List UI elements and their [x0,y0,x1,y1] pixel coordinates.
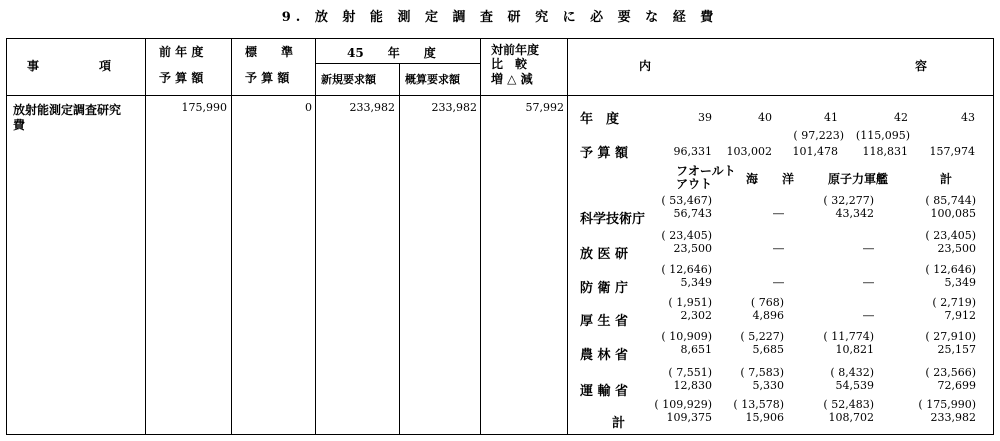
header-item: 事 項 [27,59,112,73]
header-estimate-request: 概算要求額 [405,73,460,86]
current-value: 5,349 [680,276,712,289]
divider [315,39,316,434]
year-43: 43 [961,111,975,124]
prior-year-paren-value: ( 12,646) [925,263,976,276]
header-compare: 比 較 [491,57,528,71]
current-value: 5,330 [752,379,784,392]
agency-label: 農 林 省 [580,348,629,363]
current-value: 23,500 [673,242,712,255]
budget-40: 103,002 [726,145,772,158]
current-value: 2,302 [680,309,712,322]
header-prev-budget: 予 算 額 [159,71,204,85]
detail-fy-label: 年 度 [580,112,620,127]
colhead-nuclear-warship: 原子力軍艦 [828,172,889,186]
colhead-fallout-1: フオールト [676,164,736,178]
prior-year-paren-value: ( 12,646) [661,263,712,276]
agency-label: 科学技術庁 [580,212,646,227]
current-value: 43,342 [835,207,874,220]
current-value: ― [773,242,784,255]
header-rule [315,63,480,64]
colhead-total: 計 [940,172,953,186]
current-value: 23,500 [937,242,976,255]
year-39: 39 [698,111,712,124]
prior-year-paren-value: ( 1,951) [668,296,712,309]
agency-label: 運 輸 省 [580,384,629,399]
vs-prev-value: 57,992 [525,101,564,114]
header-prev-year: 前 年 度 [159,45,204,59]
divider [480,39,481,434]
agency-label: 放 医 研 [580,247,629,262]
divider [231,39,232,434]
header-contents-right: 容 [915,59,928,73]
agency-label: 計 [612,416,626,431]
prior-year-paren-value: ( 2,719) [932,296,976,309]
current-value: ― [863,276,874,289]
prior-year-paren-value: ( 5,227) [740,330,784,343]
budget-paren-42: (115,095) [855,129,910,142]
header-fy45: 45 年 度 [347,46,436,60]
current-value: 108,702 [828,411,874,424]
budget-paren-41: ( 97,223) [793,129,844,142]
prior-year-paren-value: ( 23,566) [925,366,976,379]
current-value: 7,912 [944,309,976,322]
header-standard-budget: 予 算 額 [245,71,290,85]
divider [145,39,146,434]
estimate-request-value: 233,982 [431,101,477,114]
prior-year-paren-value: ( 52,483) [823,398,874,411]
budget-41: 101,478 [792,145,838,158]
standard-budget-value: 0 [305,101,312,114]
current-value: ― [863,242,874,255]
current-value: 54,539 [835,379,874,392]
budget-43: 157,974 [929,145,975,158]
year-42: 42 [894,111,908,124]
prior-year-paren-value: ( 23,405) [925,229,976,242]
current-value: 25,157 [937,343,976,356]
agency-label: 防 衛 庁 [580,281,629,296]
current-value: 10,821 [835,343,874,356]
current-value: ― [773,276,784,289]
budget-42: 118,831 [862,145,908,158]
current-value: 5,685 [752,343,784,356]
agency-label: 厚 生 省 [580,314,629,329]
divider [399,63,400,434]
item-name-cont: 費 [13,118,26,132]
prior-year-paren-value: ( 23,405) [661,229,712,242]
prior-year-paren-value: ( 53,467) [661,194,712,207]
prior-year-paren-value: ( 7,583) [740,366,784,379]
divider [567,39,568,434]
current-value: 8,651 [680,343,712,356]
prior-year-paren-value: ( 13,578) [733,398,784,411]
prior-year-paren-value: ( 109,929) [654,398,712,411]
prior-year-paren-value: ( 8,432) [830,366,874,379]
current-value: 12,830 [673,379,712,392]
prior-year-paren-value: ( 175,990) [918,398,976,411]
current-value: 56,743 [673,207,712,220]
prior-year-paren-value: ( 768) [750,296,784,309]
prev-budget-value: 175,990 [181,101,227,114]
current-value: 109,375 [666,411,712,424]
prior-year-paren-value: ( 27,910) [925,330,976,343]
header-new-request: 新規要求額 [321,73,376,86]
current-value: ― [773,207,784,220]
prior-year-paren-value: ( 32,277) [823,194,874,207]
page-title: 9. 放 射 能 測 定 調 査 研 究 に 必 要 な 経 費 [281,10,719,25]
current-value: ― [863,309,874,322]
new-request-value: 233,982 [349,101,395,114]
prior-year-paren-value: ( 11,774) [823,330,874,343]
header-standard: 標 準 [245,45,294,59]
current-value: 233,982 [930,411,976,424]
header-vs-prev: 対前年度 [491,43,540,57]
detail-budget-label: 予 算 額 [580,146,629,161]
header-contents-left: 内 [639,59,652,73]
colhead-fallout-2: アウト [676,177,713,191]
prior-year-paren-value: ( 85,744) [925,194,976,207]
year-41: 41 [824,111,838,124]
header-rule [7,95,993,96]
year-40: 40 [758,111,772,124]
header-increase-decrease: 増 △ 減 [491,72,533,86]
prior-year-paren-value: ( 10,909) [661,330,712,343]
colhead-ocean: 海 洋 [746,172,795,186]
budget-39: 96,331 [673,145,712,158]
item-name: 放射能測定調査研究 [13,103,122,117]
current-value: 5,349 [944,276,976,289]
prior-year-paren-value: ( 7,551) [668,366,712,379]
current-value: 72,699 [937,379,976,392]
current-value: 15,906 [745,411,784,424]
current-value: 100,085 [930,207,976,220]
current-value: 4,896 [752,309,784,322]
